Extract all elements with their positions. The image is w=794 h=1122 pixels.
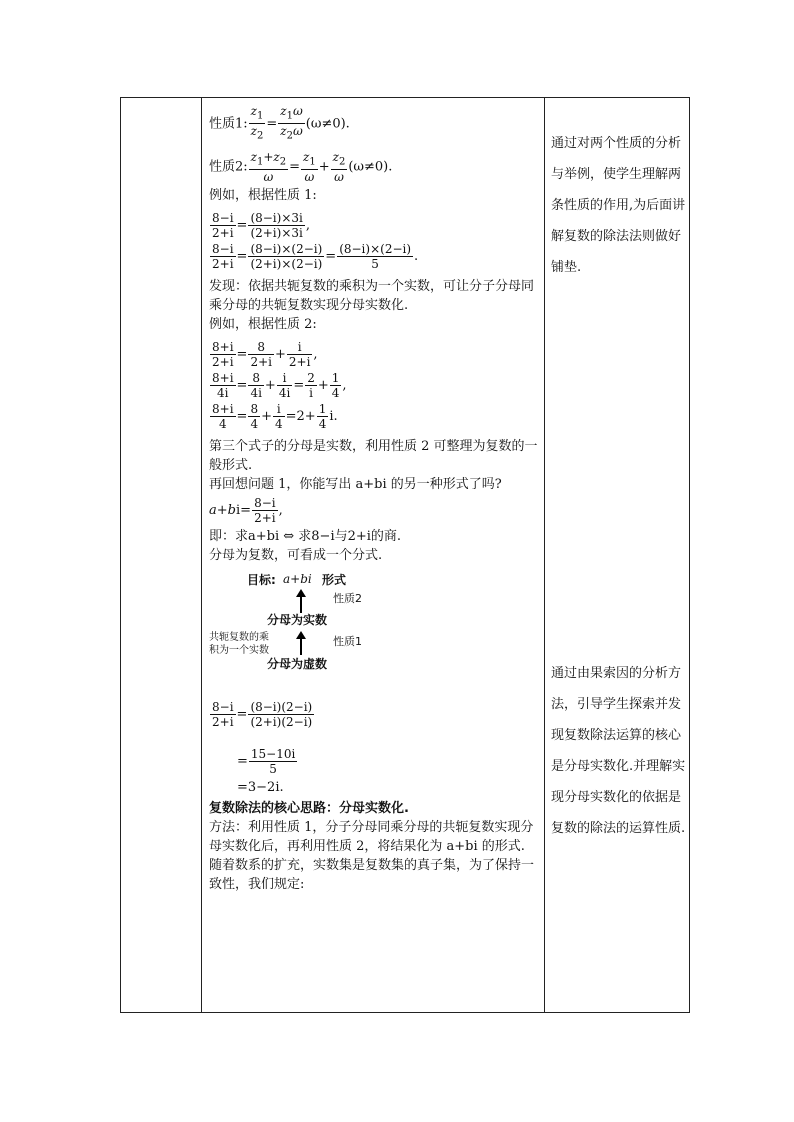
table-top-border	[120, 97, 689, 98]
side-note-1: 通过对两个性质的分析与举例，使学生理解两条性质的作用,为后面讲解复数的除法法则做好铺垫.	[551, 136, 686, 275]
property-2: 性质2: $\frac{z_1+z_2}{\omega}$ = $\frac{z_1}{\omega}$ + $\frac{z_2}{\omega}$ (ω≠0).	[209, 149, 393, 185]
diagram-goal-prefix: 目标:	[247, 573, 276, 588]
diagram-conjugate-note-2: 积为一个实数	[209, 645, 269, 657]
revisit-question: 再回想问题 1，你能写出 a+bi 的另一种形式了吗?	[209, 477, 502, 493]
diagram-real-denominator: 分母为实数	[267, 613, 328, 628]
denominator-note: 分母为复数，可看成一个分式.	[209, 548, 383, 564]
example-2-intro: 例如，根据性质 2:	[209, 317, 317, 333]
revisit-equation: a+bi= $\frac{8-i}{2+i}$ ,	[209, 496, 283, 526]
example-2-eq-2: $\frac{8+i}{4i}$ = $\frac{8}{4i}$ + $\frac{i}{4i}$ = $\frac{2}{i}$ + $\frac{1}{4}$ ,	[212, 371, 347, 401]
example-1-intro: 例如，根据性质 1:	[209, 188, 317, 204]
extension-text: 随着数系的扩充，实数集是复数集的真子集，为了保持一致性，我们规定:	[209, 858, 535, 893]
division-eq-1: $\frac{8-i}{2+i}$ = $\frac{(8-i)(2-i)}{(2+i)(2-i)}$	[212, 700, 313, 730]
method-text: 方法：利用性质 1，分子分母同乘分母的共轭复数实现分母实数化后，再利用性质 2，将结果化为 a+bi 的形式.	[209, 820, 534, 855]
third-expression-note: 第三个式子的分母是实数，利用性质 2 可整理为复数的一般形式.	[209, 439, 538, 474]
diagram-goal-expr: a+bi	[283, 572, 312, 587]
example-2-eq-1: $\frac{8+i}{2+i}$ = $\frac{8}{2+i}$ + $\frac{i}{2+i}$ ,	[212, 340, 318, 370]
diagram-conjugate-note-1: 共轭复数的乘	[209, 632, 269, 644]
property-1-condition: (ω≠0).	[305, 116, 350, 132]
property-2-label: 性质2:	[209, 159, 248, 175]
diagram-imaginary-denominator: 分母为虚数	[267, 657, 328, 672]
property-2-condition: (ω≠0).	[348, 159, 393, 175]
arrow-up-icon	[300, 638, 302, 655]
discovery-text: 发现：依据共轭复数的乘积为一个实数，可让分子分母同乘分母的共轭复数实现分母实数化.	[209, 279, 535, 314]
table-left-border	[120, 97, 121, 1013]
table-bottom-border	[120, 1012, 689, 1013]
reasoning-diagram	[209, 569, 541, 694]
core-idea: 复数除法的核心思路：分母实数化.	[209, 801, 409, 817]
example-2-eq-3: $\frac{8+i}{4}$ = $\frac{8}{4}$ + $\frac{i}{4}$ =2+ $\frac{1}{4}$ i.	[212, 402, 338, 432]
diagram-property-1: 性质1	[333, 635, 362, 649]
division-eq-2: = $\frac{15-10i}{5}$	[237, 747, 296, 777]
diagram-goal-suffix: 形式	[322, 573, 347, 588]
side-note-2: 通过由果索因的分析方法，引导学生探索并发现复数除法运算的核心是分母实数化.并理解实现分母实数化的依据是复数的除法的运算性质.	[551, 666, 686, 836]
table-col-divider-1	[201, 97, 202, 1013]
division-eq-3: =3−2i.	[237, 780, 284, 796]
table-col-divider-2	[544, 97, 545, 1013]
diagram-property-2: 性质2	[333, 592, 362, 606]
example-1-eq-1: $\frac{8-i}{2+i}$ = $\frac{(8-i)\times 3i}{(2+i)\times 3i}$ ,	[212, 211, 310, 241]
property-1: 性质1: $\frac{z_1}{z_2}$ = $\frac{z_1\omega}{z_2\omega}$ (ω≠0).	[209, 104, 350, 142]
example-1-eq-2: $\frac{8-i}{2+i}$ = $\frac{(8-i)\times(2-i)}{(2+i)\times(2-i)}$ = $\frac{(8-i)\times(2-i)}{5}$ .	[212, 242, 419, 272]
property-1-label: 性质1:	[209, 116, 248, 132]
namely-text: 即：求a+bi ⇔ 求8−i与2+i的商.	[209, 529, 402, 545]
main-content	[209, 100, 541, 894]
